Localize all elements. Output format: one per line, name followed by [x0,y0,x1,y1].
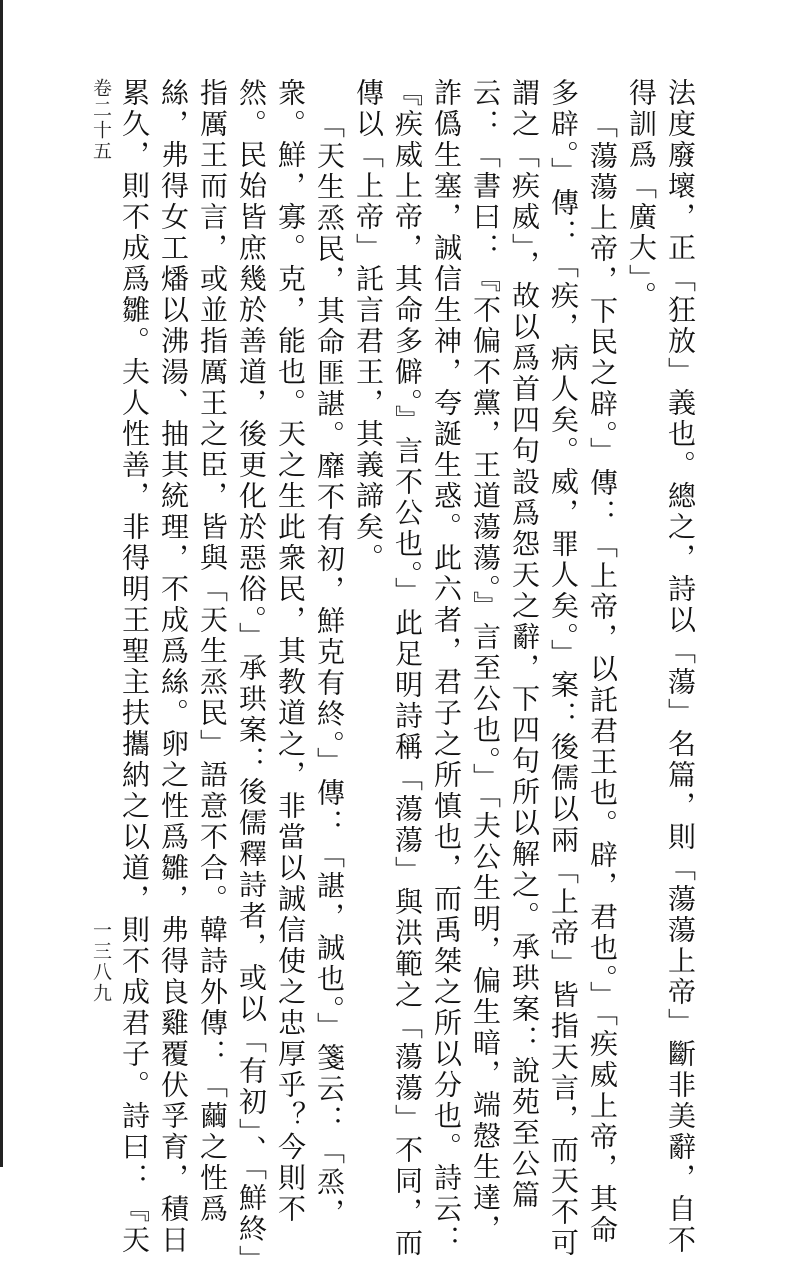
text-column: 得訓爲「廣大」。 [625,78,658,312]
page-edge [0,0,3,1167]
text-column: 謂之「疾威」，故以爲首四句設爲怨天之辭，下四句所以解之。承珙案：說苑至公篇 [508,78,541,1211]
text-column: 云：「書曰：『不偏不黨，王道蕩蕩。』言至公也。」「夫公生明，偏生暗，端慤生達， [469,78,502,1245]
text-column: 指厲王而言，或並指厲王之臣，皆與「天生烝民」語意不合。韓詩外傳：「繭之性爲 [196,78,229,1225]
page-number: 一三八九 [90,920,112,1004]
text-column: 衆。鮮，寡。克，能也。天之生此衆民，其教道之，非當以誠信使之忠厚乎？今則不 [274,78,307,1225]
text-column: 多辟。」傳：「疾，病人矣。威，罪人矣。」案：後儒以兩「上帝」皆指天言，而天不可 [547,78,580,1259]
text-column: 「蕩蕩上帝，下民之辟。」傳：「上帝，以託君王也。辟，君也。」「疾威上帝，其命 [586,110,619,1246]
volume-label: 卷二十五 [90,78,112,162]
text-column: 絲，弗得女工燔以沸湯、抽其統理，不成爲絲。卵之性爲雛，弗得良雞覆伏孚育，積日 [157,78,190,1256]
text-column: 「天生烝民，其命匪諶。靡不有初，鮮克有終。」傳：「諶，誠也。」箋云：「烝， [313,110,346,1229]
text-column: 法度廢壞，正「狂放」義也。總之，詩以「蕩」名篇，則「蕩蕩上帝」斷非美辭，自不 [664,78,697,1256]
text-column: 『疾威上帝，其命多僻。』言不公也。」此足明詩稱「蕩蕩」與洪範之「蕩蕩」不同，而 [391,78,424,1259]
text-column: 詐僞生塞，誠信生神，夸誕生惑。此六者，君子之所慎也，而禹桀之所以分也。詩云： [430,78,463,1256]
text-column: 累久，則不成爲雛。夫人性善，非得明王聖主扶攜納之以道，則不成君子。詩曰：『天 [118,78,151,1256]
text-column: 傳以「上帝」託言君王，其義諦矣。 [352,78,385,574]
text-column: 然。民始皆庶幾於善道，後更化於惡俗。」承珙案：後儒釋詩者，或以「有初」、「鮮終」 [235,78,268,1276]
